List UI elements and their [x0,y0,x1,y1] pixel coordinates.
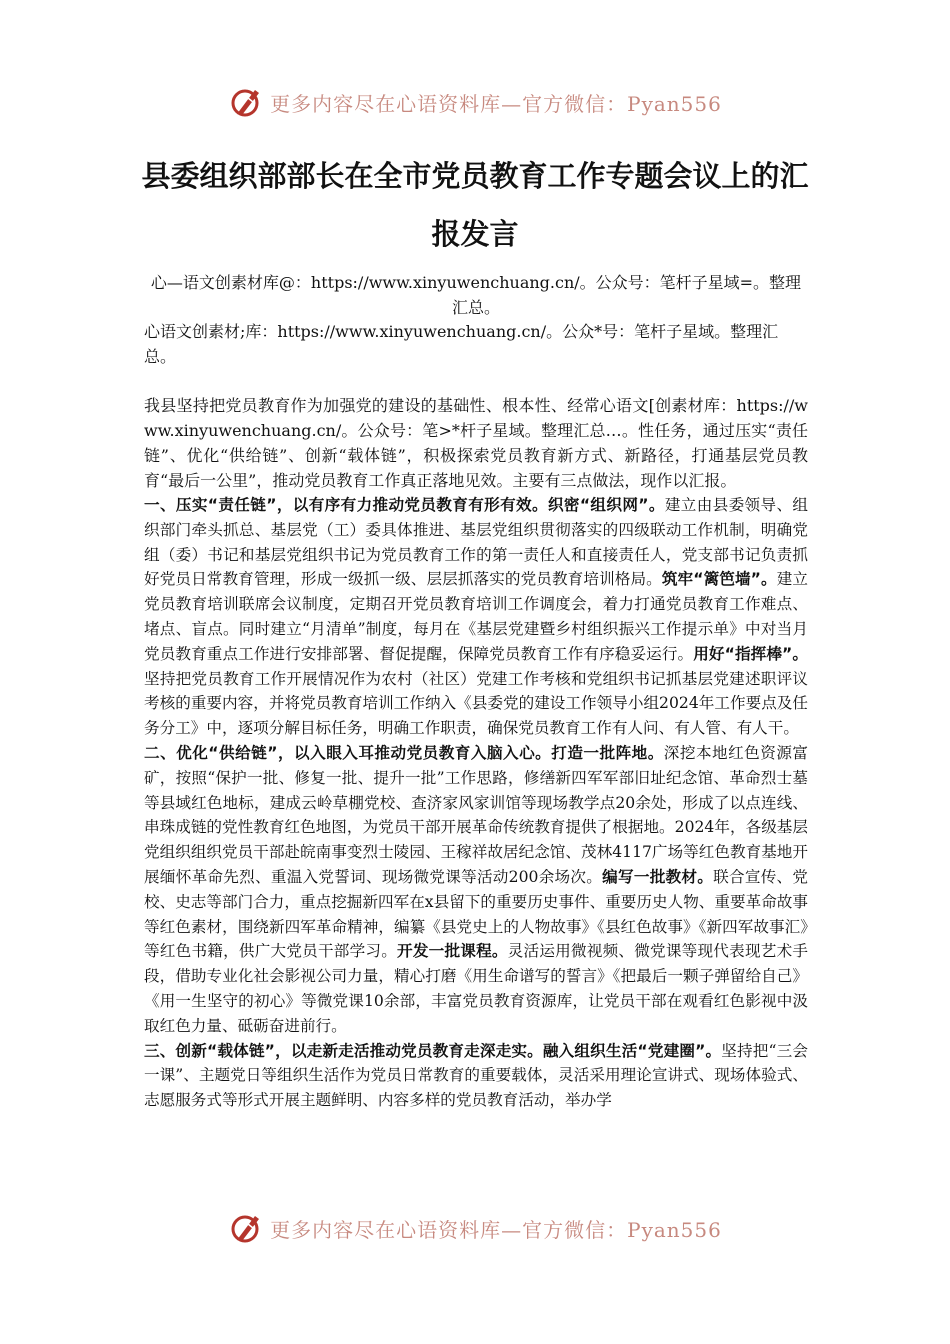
section-3-heading: 三、创新“载体链”，以走新走活推动党员教育走深走实。 [144,1041,543,1060]
watermark-banner-top [0,80,950,124]
quill-seal-icon [228,84,264,120]
watermark-banner-text: 更多内容尽在心语资料库—官方微信：Pyan556 [270,91,722,116]
source-line-2: 心语文创素材;库：https://www.xinyuwenchuang.cn/。公众*号：笔杆子星域。整理汇总。 [144,322,779,366]
watermark-banner-text: 更多内容尽在心语资料库—官方微信：Pyan556 [270,1217,722,1242]
section-2-item-1-text: 深挖本地红色资源富矿，按照“保护一批、修复一批、提升一批”工作思路，修缮新四军军部旧址纪念馆、革命烈士墓等县域红色地标，建成云岭草棚党校、查济家风家训馆等现场教学点20余处，形成了以点连线、串珠成链的党性教育红色地图，为党员干部开展革命传统教育提供了根据地。2024年，各级基层党组织组织党员干部赴皖南事变烈士陵园、王稼祥故居纪念馆、茂林4117广场等红色教育基地开展缅怀革命先烈、重温入党誓词、现场微党课等活动200余场次。 [144,743,808,886]
section-1-item-3-title: 用好“指挥棒”。 [693,644,808,663]
quill-seal-icon [228,1210,264,1246]
section-3-item-1-text: 坚持把“三会一课”、主题党日等组织生活作为党员日常教育的重要载体，灵活采用理论宣讲式、现场体验式、志愿服务式等形式开展主题鲜明、内容多样的党员教育活动，举办学 [144,1041,809,1110]
section-2-heading: 二、优化“供给链”，以入眼入耳推动党员教育入脑入心。 [144,743,552,762]
section-2-item-3-text: 灵活运用微视频、微党课等现代表现艺术手段，借助专业化社会影视公司力量，精心打磨《用生命谱写的誓言》《把最后一颗子弹留给自己》《用一生坚守的初心》等微党课10余部，丰富党员教育资源库，让党员干部在观看红色影视中汲取红色力量、砥砺奋进前行。 [144,942,808,1035]
section-3-item-1-title: 融入组织生活“党建圈”。 [542,1041,722,1060]
document-body [144,393,808,1113]
source-line-1: 心—语文创素材库@：https://www.xinyuwenchuang.cn/。公众号：笔杆子星域=。整理汇总。 [150,273,802,317]
section-1-heading: 一、压实“责任链”，以有序有力推动党员教育有形有效。 [144,496,548,514]
section-1-item-3-text: 坚持把党员教育工作开展情况作为农村（社区）党建工作考核和党组织书记抓基层党建述职评议考核的重要内容，并将党员教育培训工作纳入《县委党的建设工作领导小组2024年工作要点及任务分工》中，逐项分解目标任务，明确工作职责，确保党员教育工作有人问、有人管、有人干。 [144,669,808,738]
document-title: 县委组织部部长在全市党员教育工作专题会议上的汇报发言 [141,159,809,251]
section-3-paragraph [144,1039,808,1113]
section-1-paragraph [144,493,808,741]
section-2-item-2-text: 联合宣传、党校、史志等部门合力，重点挖掘新四军在x县留下的重要历史事件、重要历史人物、重要革命故事等红色素材，围绕新四军革命精神，编纂《县党史上的人物故事》《县红色故事》《新四军故事汇》等红色书籍，供广大党员干部学习。 [144,867,808,961]
section-2-item-3-title: 开发一批课程。 [397,942,508,961]
section-1-item-2-text: 建立党员教育培训联席会议制度，定期召开党员教育培训工作调度会，着力打通党员教育工作难点、堵点、盲点。同时建立“月清单”制度，每月在《基层党建暨乡村组织振兴工作提示单》中对当月党员教育重点工作进行安排部署、督促提醒，保障党员教育工作有序稳妥运行。 [144,570,808,663]
section-1-item-1-text: 建立由县委领导、组织部门牵头抓总、基层党（工）委具体推进、基层党组织贯彻落实的四级联动工作机制，明确党组（委）书记和基层党组织书记为党员教育工作的第一责任人和直接责任人，党支部书记负责抓好党员日常教育管理，形成一级抓一级、层层抓落实的党员教育培训格局。 [144,496,808,589]
section-1-item-2-title: 筑牢“篱笆墙”。 [661,570,777,589]
section-1-item-1-title: 织密“组织网”。 [547,496,665,514]
section-2-item-2-title: 编写一批教材。 [602,867,714,886]
watermark-banner-bottom [0,1206,950,1250]
section-2-item-1-title: 打造一批阵地。 [551,743,664,762]
intro-paragraph: 我县坚持把党员教育作为加强党的建设的基础性、根本性、经常心语文[创素材库：https://www.xinyuwenchuang.cn/。公众号：笔>*杆子星域。整理汇总…。性任务，通过压实“责任链”、优化“供给链”、创新“载体链”，积极探索党员教育新方式、新路径，打通基层党员教育“最后一公里”，推动党员教育工作真正落地见效。主要有三点做法，现作以汇报。 [144,396,808,490]
section-2-paragraph [144,741,808,1039]
